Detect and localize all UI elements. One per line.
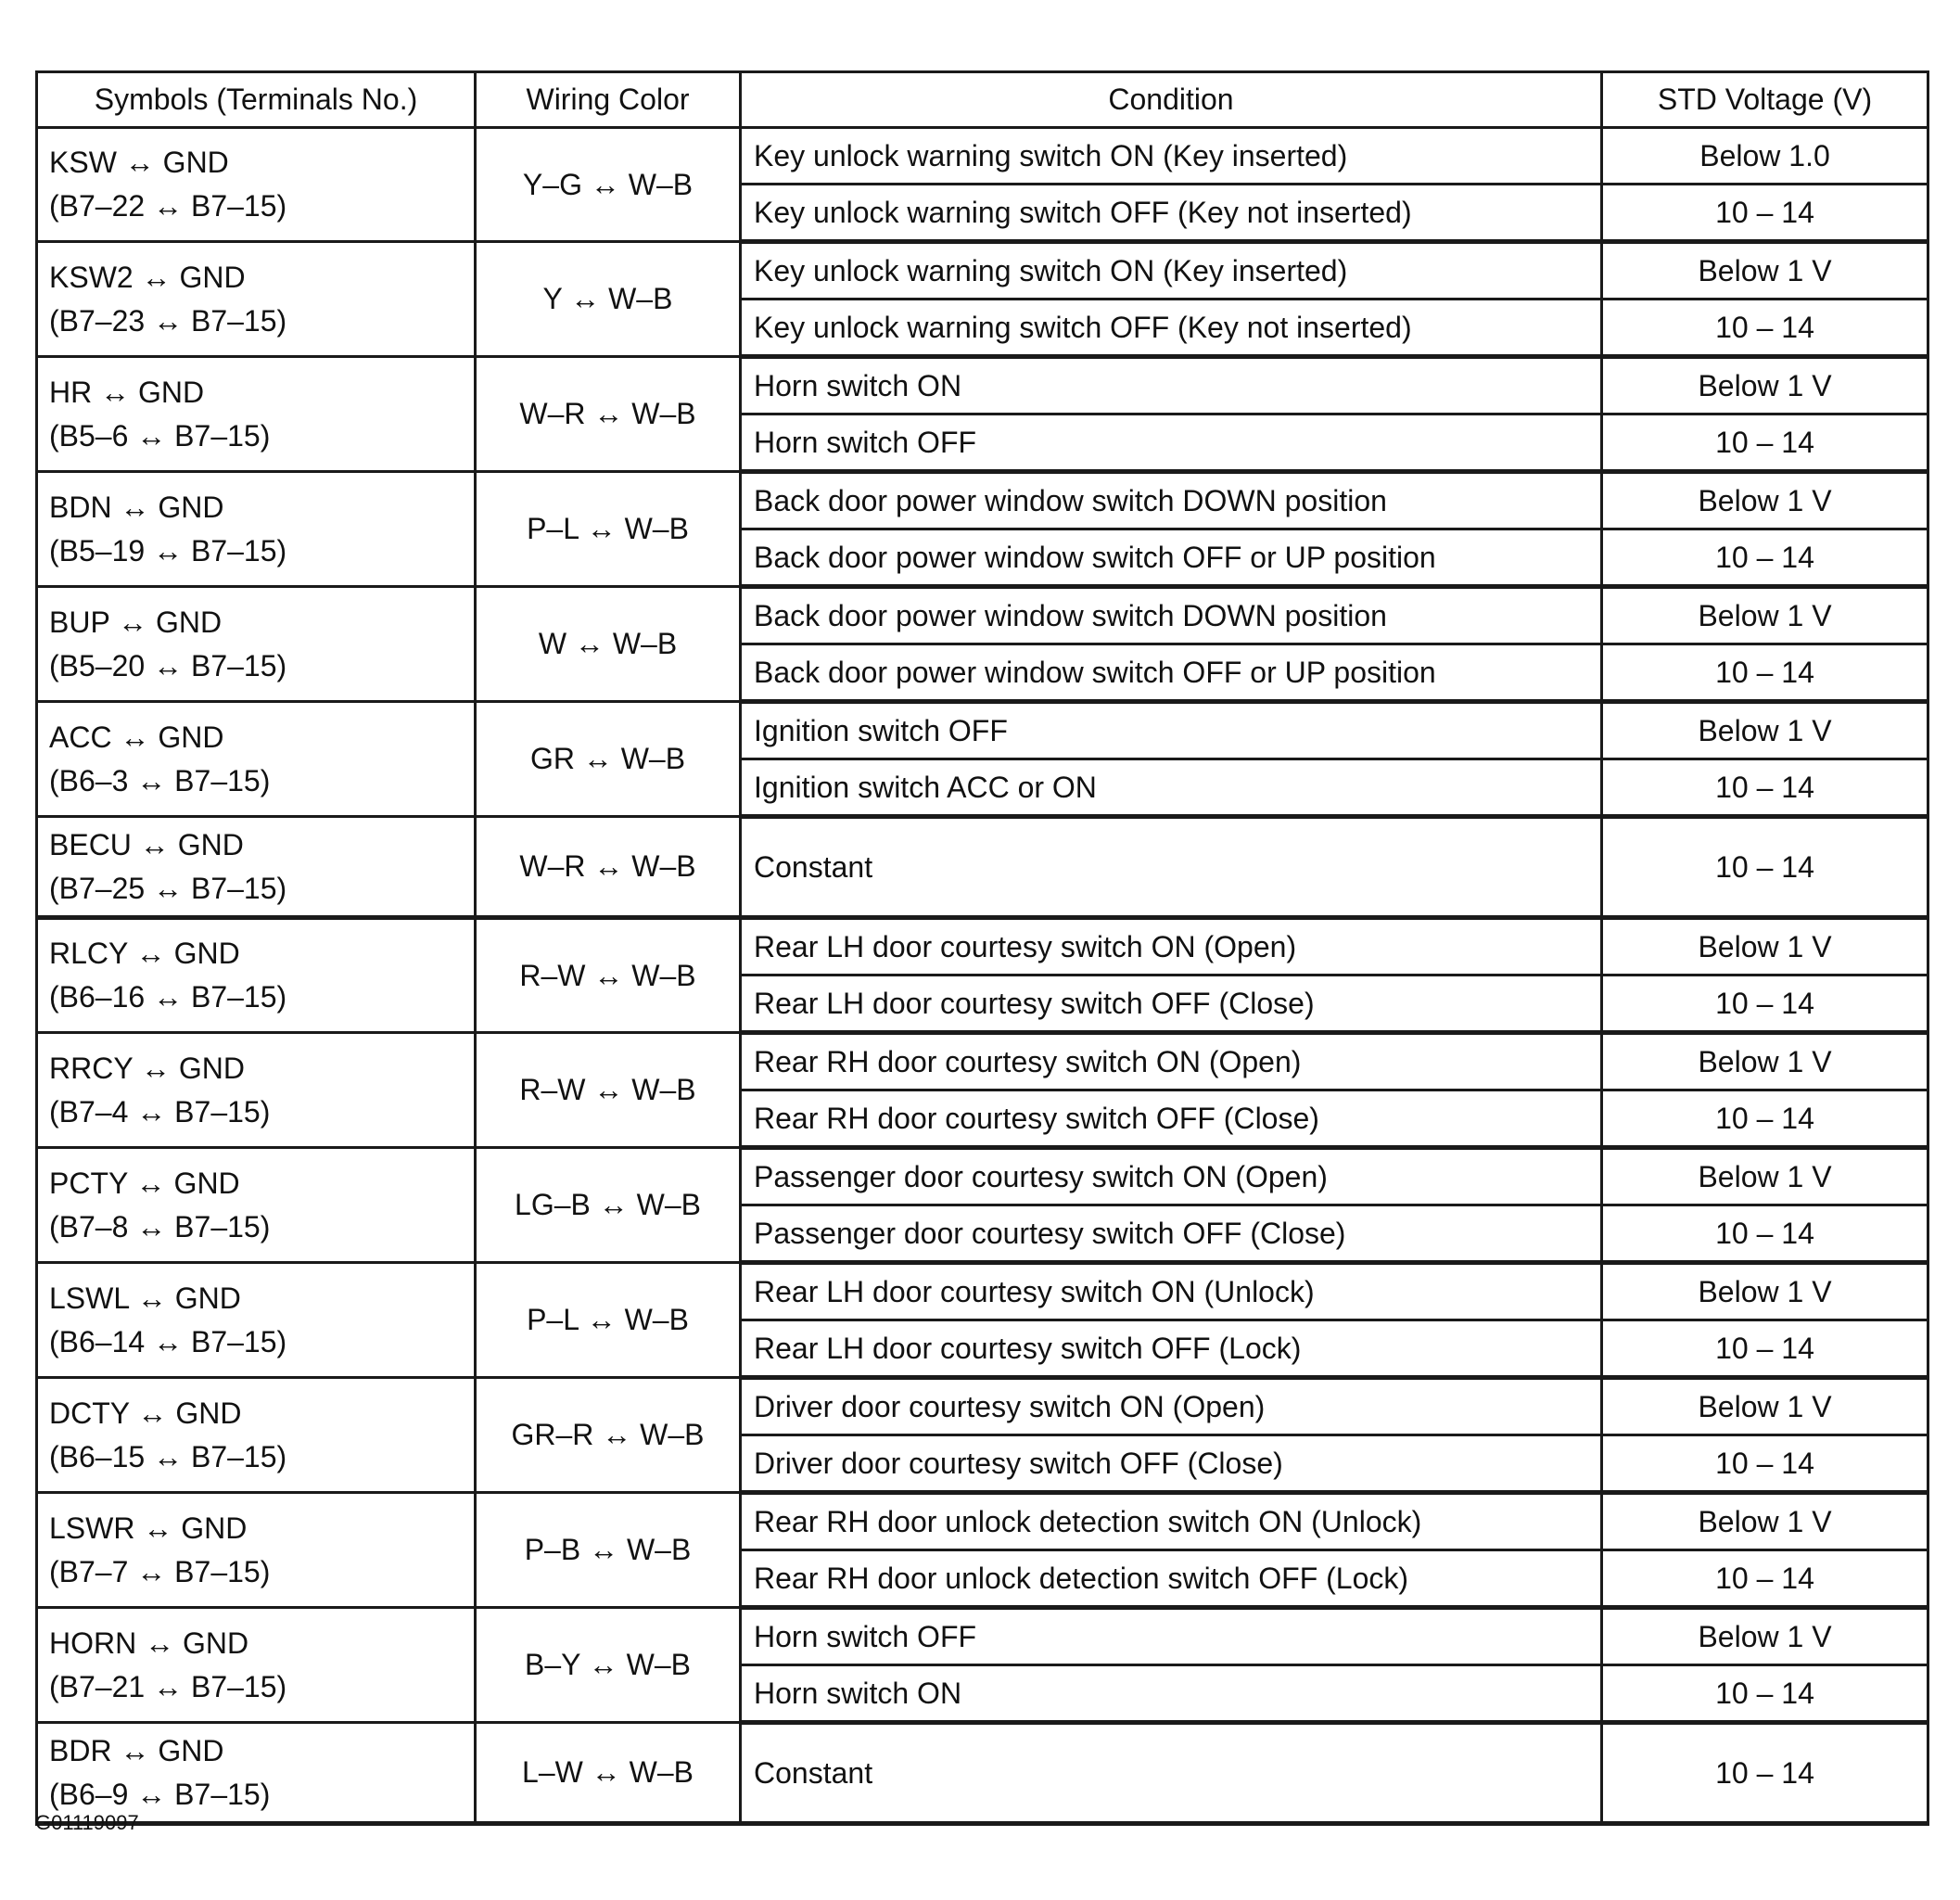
wiring-color-cell: GR–R ↔ W–B bbox=[476, 1378, 741, 1493]
terminal-voltage-table bbox=[35, 70, 1929, 1826]
wiring-color-cell: P–L ↔ W–B bbox=[476, 1263, 741, 1378]
std-voltage-cell: 10 – 14 bbox=[1602, 1550, 1928, 1608]
condition-cell: Rear RH door courtesy switch ON (Open) bbox=[741, 1033, 1602, 1090]
symbol-cell bbox=[37, 357, 476, 472]
table-row bbox=[37, 1033, 1928, 1090]
header-condition: Condition bbox=[741, 72, 1602, 128]
terminal-symbol: LSWR ↔ GND bbox=[49, 1511, 248, 1545]
condition-cell: Horn switch ON bbox=[741, 357, 1602, 414]
terminal-numbers: (B5–19 ↔ B7–15) bbox=[49, 533, 287, 567]
std-voltage-cell: Below 1 V bbox=[1602, 918, 1928, 976]
condition-cell: Ignition switch ACC or ON bbox=[741, 759, 1602, 817]
terminal-numbers: (B5–6 ↔ B7–15) bbox=[49, 418, 271, 453]
terminal-numbers: (B6–14 ↔ B7–15) bbox=[49, 1324, 287, 1358]
std-voltage-cell: 10 – 14 bbox=[1602, 185, 1928, 242]
terminal-numbers: (B7–7 ↔ B7–15) bbox=[49, 1554, 271, 1588]
terminal-symbol: RRCY ↔ GND bbox=[49, 1051, 245, 1085]
condition-cell: Back door power window switch DOWN position bbox=[741, 587, 1602, 644]
condition-cell: Key unlock warning switch OFF (Key not inserted) bbox=[741, 185, 1602, 242]
std-voltage-cell: 10 – 14 bbox=[1602, 976, 1928, 1033]
condition-cell: Passenger door courtesy switch OFF (Close) bbox=[741, 1205, 1602, 1263]
condition-cell: Rear LH door courtesy switch OFF (Close) bbox=[741, 976, 1602, 1033]
condition-cell: Rear RH door unlock detection switch ON (Unlock) bbox=[741, 1493, 1602, 1550]
symbol-cell bbox=[37, 1378, 476, 1493]
condition-cell: Passenger door courtesy switch ON (Open) bbox=[741, 1148, 1602, 1205]
table-body bbox=[37, 128, 1928, 1824]
wiring-color-cell: W ↔ W–B bbox=[476, 587, 741, 702]
table-row bbox=[37, 472, 1928, 529]
symbol-cell bbox=[37, 702, 476, 817]
header-wiring-color: Wiring Color bbox=[476, 72, 741, 128]
terminal-symbol: KSW2 ↔ GND bbox=[49, 260, 246, 294]
std-voltage-cell: Below 1 V bbox=[1602, 1608, 1928, 1665]
table-row bbox=[37, 242, 1928, 300]
condition-cell: Horn switch OFF bbox=[741, 1608, 1602, 1665]
figure-id: G01119097 bbox=[35, 1811, 139, 1834]
std-voltage-cell: 10 – 14 bbox=[1602, 529, 1928, 587]
std-voltage-cell: Below 1 V bbox=[1602, 472, 1928, 529]
terminal-voltage-sheet bbox=[35, 70, 1927, 1826]
std-voltage-cell: Below 1 V bbox=[1602, 702, 1928, 759]
std-voltage-cell: Below 1.0 bbox=[1602, 128, 1928, 185]
symbol-cell bbox=[37, 1723, 476, 1824]
condition-cell: Back door power window switch OFF or UP position bbox=[741, 529, 1602, 587]
table-row bbox=[37, 1378, 1928, 1435]
wiring-color-cell: R–W ↔ W–B bbox=[476, 918, 741, 1033]
std-voltage-cell: Below 1 V bbox=[1602, 242, 1928, 300]
terminal-symbol: LSWL ↔ GND bbox=[49, 1281, 241, 1315]
symbol-cell bbox=[37, 587, 476, 702]
wiring-color-cell: LG–B ↔ W–B bbox=[476, 1148, 741, 1263]
symbol-cell bbox=[37, 1263, 476, 1378]
symbol-cell bbox=[37, 1493, 476, 1608]
std-voltage-cell: Below 1 V bbox=[1602, 1493, 1928, 1550]
symbol-cell bbox=[37, 242, 476, 357]
std-voltage-cell: 10 – 14 bbox=[1602, 817, 1928, 918]
condition-cell: Rear RH door unlock detection switch OFF (Lock) bbox=[741, 1550, 1602, 1608]
condition-cell: Rear RH door courtesy switch OFF (Close) bbox=[741, 1090, 1602, 1148]
terminal-symbol: PCTY ↔ GND bbox=[49, 1166, 240, 1200]
condition-cell: Key unlock warning switch ON (Key inserted) bbox=[741, 128, 1602, 185]
condition-cell: Constant bbox=[741, 817, 1602, 918]
table-row bbox=[37, 1723, 1928, 1824]
condition-cell: Rear LH door courtesy switch OFF (Lock) bbox=[741, 1320, 1602, 1378]
wiring-color-cell: P–B ↔ W–B bbox=[476, 1493, 741, 1608]
wiring-color-cell: W–R ↔ W–B bbox=[476, 357, 741, 472]
symbol-cell bbox=[37, 1033, 476, 1148]
terminal-numbers: (B7–8 ↔ B7–15) bbox=[49, 1209, 271, 1243]
terminal-numbers: (B7–21 ↔ B7–15) bbox=[49, 1669, 287, 1703]
terminal-numbers: (B6–16 ↔ B7–15) bbox=[49, 980, 287, 1014]
terminal-symbol: BDN ↔ GND bbox=[49, 490, 224, 524]
terminal-symbol: RLCY ↔ GND bbox=[49, 937, 240, 970]
wiring-color-cell: R–W ↔ W–B bbox=[476, 1033, 741, 1148]
symbol-cell bbox=[37, 1148, 476, 1263]
condition-cell: Constant bbox=[741, 1723, 1602, 1824]
std-voltage-cell: Below 1 V bbox=[1602, 1263, 1928, 1320]
table-row bbox=[37, 587, 1928, 644]
std-voltage-cell: 10 – 14 bbox=[1602, 1320, 1928, 1378]
terminal-numbers: (B6–3 ↔ B7–15) bbox=[49, 763, 271, 797]
std-voltage-cell: 10 – 14 bbox=[1602, 1090, 1928, 1148]
terminal-numbers: (B6–15 ↔ B7–15) bbox=[49, 1439, 287, 1473]
condition-cell: Back door power window switch OFF or UP position bbox=[741, 644, 1602, 702]
symbol-cell bbox=[37, 918, 476, 1033]
table-row bbox=[37, 817, 1928, 918]
table-row bbox=[37, 702, 1928, 759]
terminal-symbol: BECU ↔ GND bbox=[49, 827, 244, 861]
std-voltage-cell: 10 – 14 bbox=[1602, 1205, 1928, 1263]
terminal-symbol: BUP ↔ GND bbox=[49, 605, 223, 639]
condition-cell: Ignition switch OFF bbox=[741, 702, 1602, 759]
table-row bbox=[37, 1263, 1928, 1320]
terminal-numbers: (B7–25 ↔ B7–15) bbox=[49, 871, 287, 905]
symbol-cell bbox=[37, 817, 476, 918]
symbol-cell bbox=[37, 472, 476, 587]
terminal-numbers: (B7–23 ↔ B7–15) bbox=[49, 303, 287, 338]
terminal-numbers: (B7–22 ↔ B7–15) bbox=[49, 189, 287, 223]
header-symbols: Symbols (Terminals No.) bbox=[37, 72, 476, 128]
condition-cell: Rear LH door courtesy switch ON (Open) bbox=[741, 918, 1602, 976]
terminal-symbol: HORN ↔ GND bbox=[49, 1626, 249, 1660]
condition-cell: Key unlock warning switch OFF (Key not inserted) bbox=[741, 300, 1602, 357]
terminal-symbol: ACC ↔ GND bbox=[49, 720, 224, 754]
terminal-numbers: (B6–9 ↔ B7–15) bbox=[49, 1777, 271, 1811]
table-row bbox=[37, 128, 1928, 185]
std-voltage-cell: 10 – 14 bbox=[1602, 1723, 1928, 1824]
std-voltage-cell: 10 – 14 bbox=[1602, 300, 1928, 357]
terminal-symbol: DCTY ↔ GND bbox=[49, 1396, 242, 1430]
condition-cell: Rear LH door courtesy switch ON (Unlock) bbox=[741, 1263, 1602, 1320]
condition-cell: Driver door courtesy switch ON (Open) bbox=[741, 1378, 1602, 1435]
table-row bbox=[37, 1608, 1928, 1665]
table-row bbox=[37, 357, 1928, 414]
wiring-color-cell: Y ↔ W–B bbox=[476, 242, 741, 357]
header-std-voltage: STD Voltage (V) bbox=[1602, 72, 1928, 128]
std-voltage-cell: Below 1 V bbox=[1602, 1033, 1928, 1090]
condition-cell: Back door power window switch DOWN position bbox=[741, 472, 1602, 529]
condition-cell: Key unlock warning switch ON (Key inserted) bbox=[741, 242, 1602, 300]
terminal-symbol: HR ↔ GND bbox=[49, 375, 205, 409]
condition-cell: Horn switch ON bbox=[741, 1665, 1602, 1723]
header-row bbox=[37, 72, 1928, 128]
symbol-cell bbox=[37, 1608, 476, 1723]
condition-cell: Horn switch OFF bbox=[741, 414, 1602, 472]
wiring-color-cell: GR ↔ W–B bbox=[476, 702, 741, 817]
wiring-color-cell: W–R ↔ W–B bbox=[476, 817, 741, 918]
symbol-cell bbox=[37, 128, 476, 242]
table-row bbox=[37, 918, 1928, 976]
wiring-color-cell: B–Y ↔ W–B bbox=[476, 1608, 741, 1723]
table-row bbox=[37, 1493, 1928, 1550]
std-voltage-cell: 10 – 14 bbox=[1602, 1665, 1928, 1723]
std-voltage-cell: 10 – 14 bbox=[1602, 644, 1928, 702]
std-voltage-cell: 10 – 14 bbox=[1602, 759, 1928, 817]
std-voltage-cell: 10 – 14 bbox=[1602, 414, 1928, 472]
wiring-color-cell: L–W ↔ W–B bbox=[476, 1723, 741, 1824]
terminal-numbers: (B7–4 ↔ B7–15) bbox=[49, 1094, 271, 1129]
table-row bbox=[37, 1148, 1928, 1205]
std-voltage-cell: 10 – 14 bbox=[1602, 1435, 1928, 1493]
condition-cell: Driver door courtesy switch OFF (Close) bbox=[741, 1435, 1602, 1493]
std-voltage-cell: Below 1 V bbox=[1602, 587, 1928, 644]
terminal-numbers: (B5–20 ↔ B7–15) bbox=[49, 648, 287, 682]
std-voltage-cell: Below 1 V bbox=[1602, 1148, 1928, 1205]
wiring-color-cell: Y–G ↔ W–B bbox=[476, 128, 741, 242]
std-voltage-cell: Below 1 V bbox=[1602, 357, 1928, 414]
std-voltage-cell: Below 1 V bbox=[1602, 1378, 1928, 1435]
wiring-color-cell: P–L ↔ W–B bbox=[476, 472, 741, 587]
terminal-symbol: BDR ↔ GND bbox=[49, 1733, 224, 1767]
terminal-symbol: KSW ↔ GND bbox=[49, 146, 229, 179]
